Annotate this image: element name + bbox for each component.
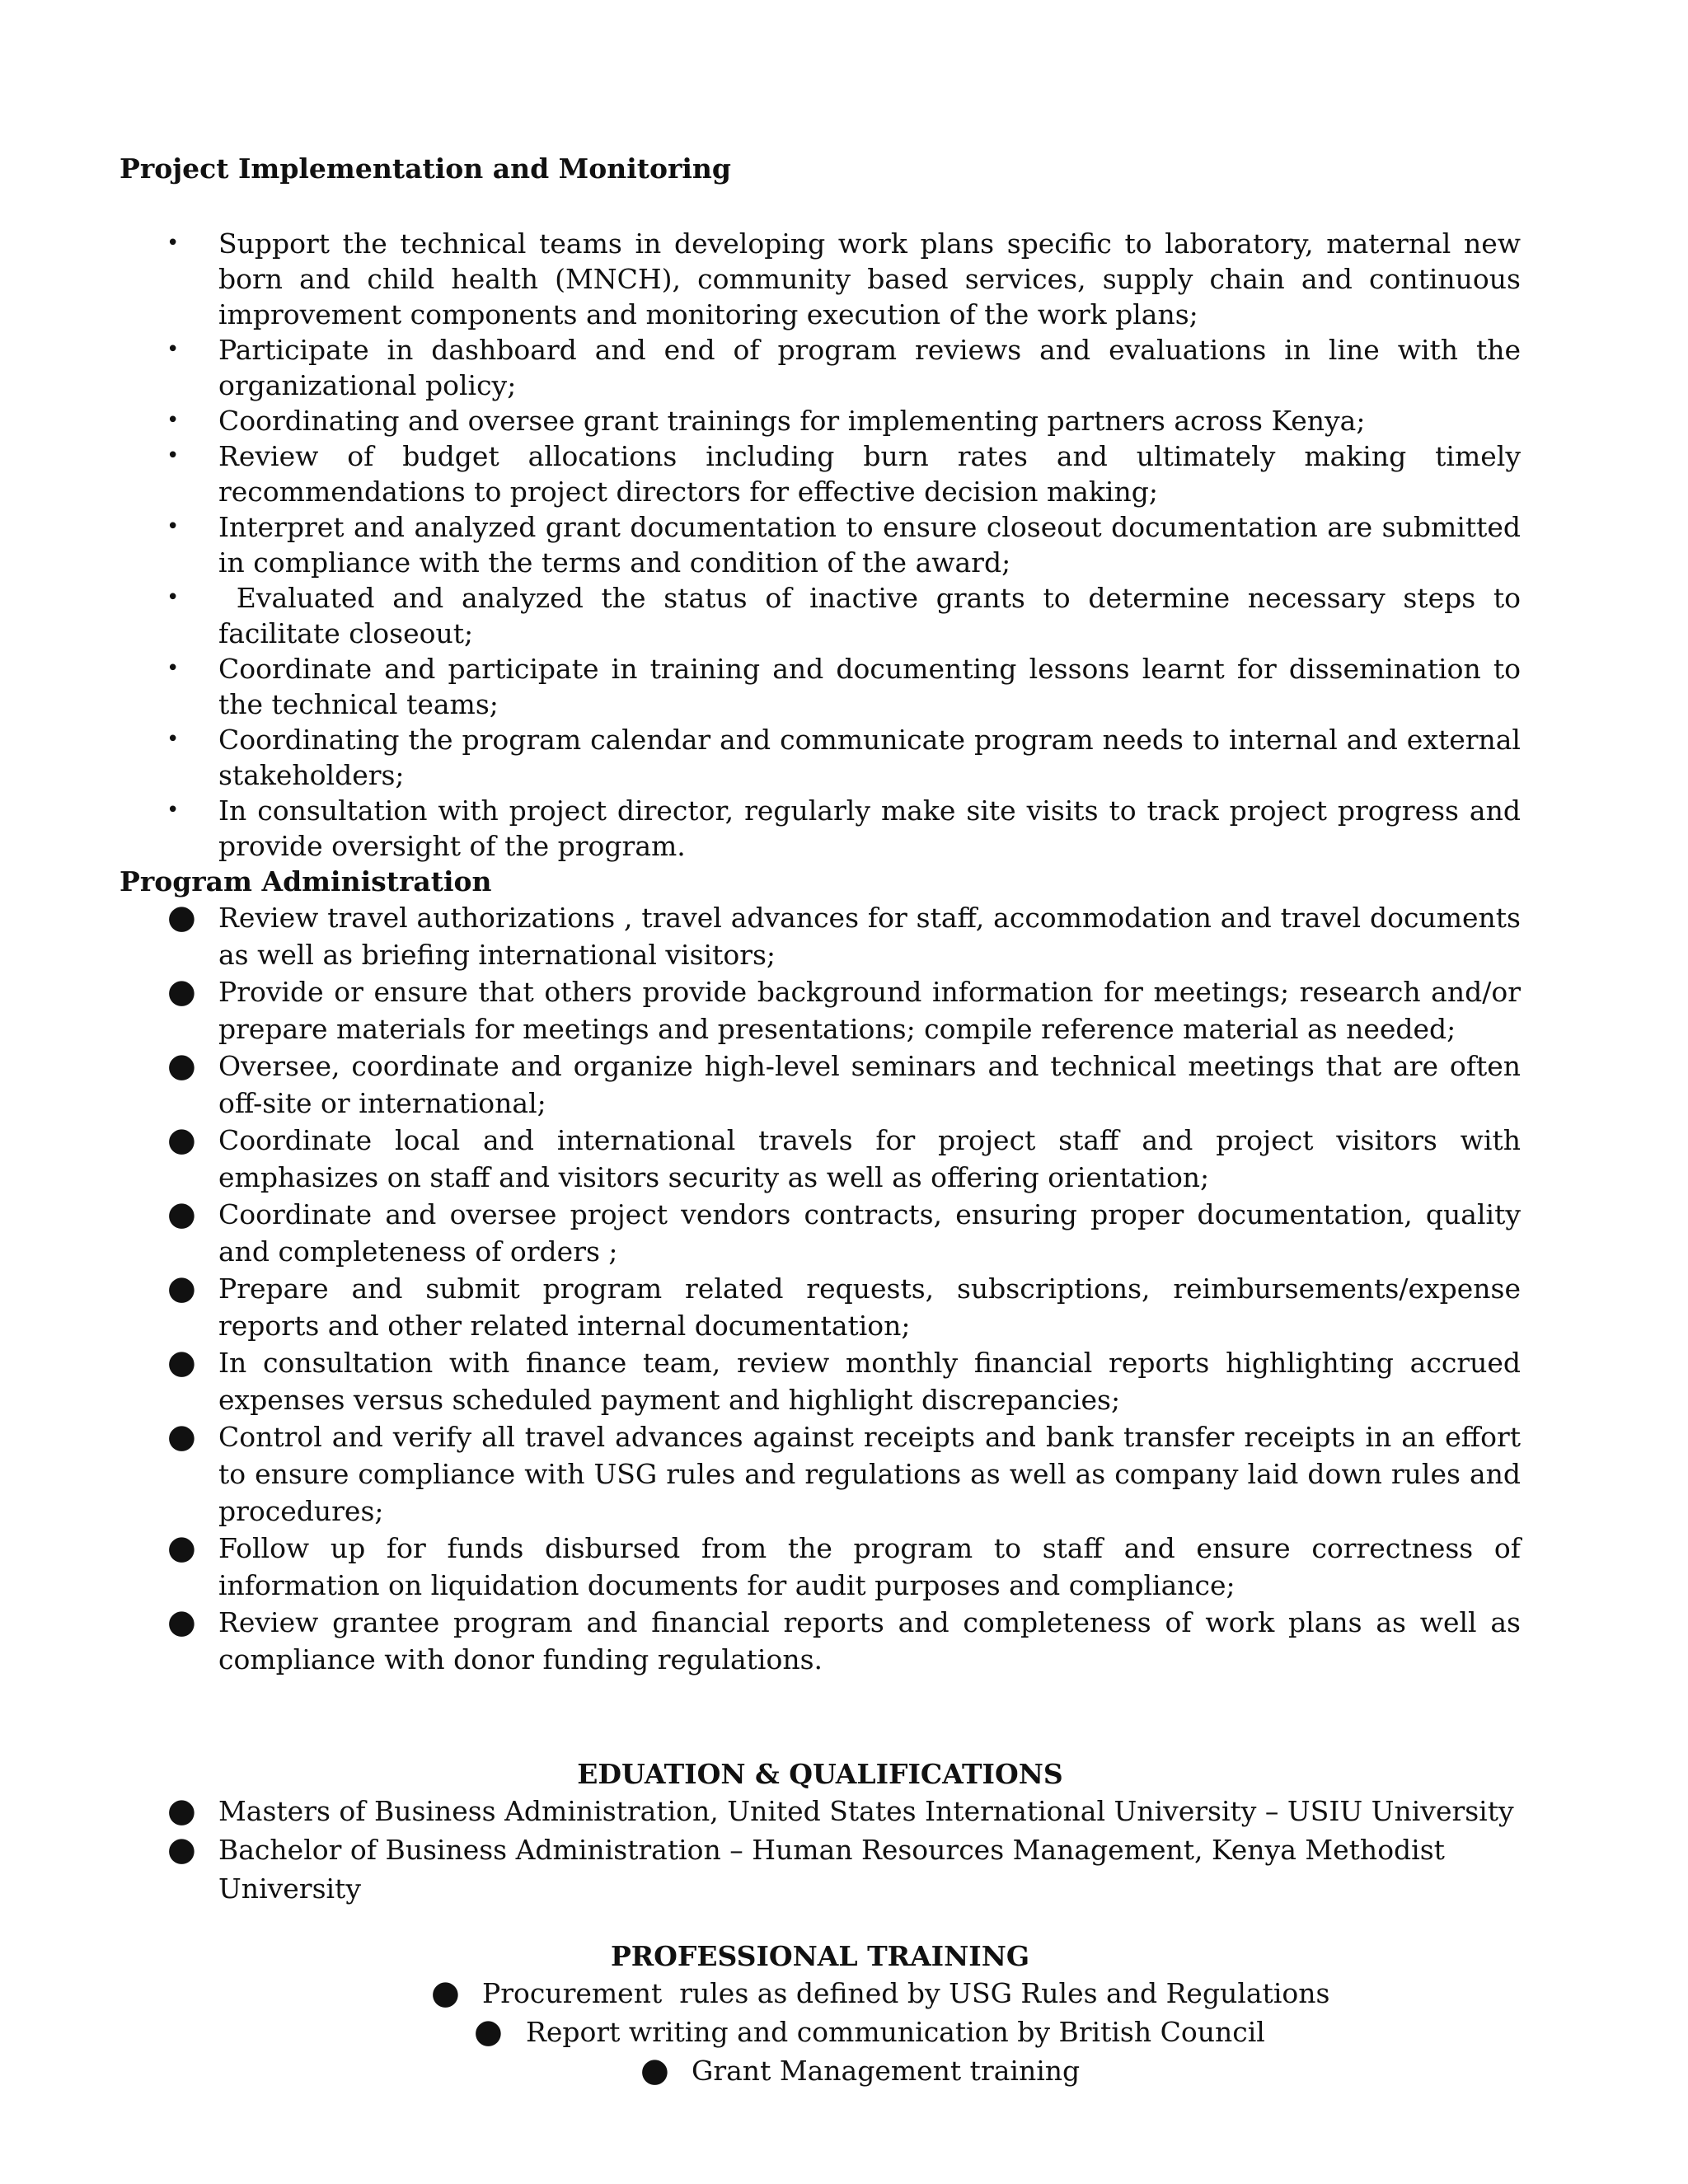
bullet-icon: ● [167, 1195, 196, 1233]
list-item [120, 651, 1521, 722]
bullet-icon: ● [167, 898, 196, 936]
list-item-text: Review grantee program and financial reports and completeness of work plans as well as compliance with donor funding regulations. [218, 1606, 1521, 1675]
bullet-icon: ● [167, 1047, 196, 1085]
bullet-icon: ● [640, 2051, 669, 2089]
list-item [120, 1418, 1521, 1530]
bullet-icon: • [166, 727, 180, 752]
list-item-text: Coordinate and oversee project vendors contracts, ensuring proper documentation, quality and completeness of orders ; [218, 1198, 1521, 1268]
list-item [120, 793, 1521, 864]
list-item [120, 1830, 1521, 1908]
list-item-text: Review of budget allocations including burn rates and ultimately making timely recommendations to project directors for effective decision making; [218, 440, 1521, 508]
list-item-text: Oversee, coordinate and organize high-level seminars and technical meetings that are often off-site or international; [218, 1050, 1521, 1119]
list-item-text: Control and verify all travel advances against receipts and bank transfer receipts in an effort to ensure compliance with USG rules and regulations as well as company laid down rules and procedures; [218, 1421, 1521, 1527]
bullet-icon: ● [167, 1603, 196, 1641]
list-item-text: Coordinating the program calendar and communicate program needs to internal and external stakeholders; [218, 724, 1521, 791]
list-item [120, 2013, 1521, 2051]
list-item-text: In consultation with finance team, review monthly financial reports highlighting accrued expenses versus scheduled payment and highlight discrepancies; [218, 1347, 1521, 1416]
list-item [120, 580, 1530, 651]
bullet-icon: ● [167, 972, 196, 1010]
list-item-text: Coordinate and participate in training and documenting lessons learnt for dissemination to the technical teams; [218, 653, 1521, 720]
list-item-text: Participate in dashboard and end of program reviews and evaluations in line with the organizational policy; [218, 334, 1521, 401]
list-item [120, 722, 1521, 793]
list-item [120, 973, 1521, 1047]
list-item [120, 438, 1521, 509]
bullet-icon: ● [431, 1974, 460, 2012]
bullet-icon: • [166, 443, 180, 468]
bullet-icon: ● [167, 1529, 196, 1567]
list-item [120, 332, 1521, 403]
list-item-text: Review travel authorizations , travel advances for staff, accommodation and travel documents as well as briefing international visitors; [218, 902, 1521, 971]
list-item-text: Grant Management training [692, 2055, 1081, 2087]
section-title-training: PROFESSIONAL TRAINING [610, 1940, 1030, 1972]
education-list [120, 1792, 1521, 1908]
list-item-text: Coordinate local and international travels for project staff and project visitors with emphasizes on staff and visitors security as well as offering orientation; [218, 1124, 1521, 1193]
list-item-text: Interpret and analyzed grant documentation to ensure closeout documentation are submitted in compliance with the terms and condition of the award; [218, 511, 1521, 579]
bullet-icon: • [166, 656, 180, 681]
bullet-icon: ● [167, 1830, 196, 1868]
list-item-text: Report writing and communication by British Council [526, 2016, 1265, 2048]
section-title-administration: Program Administration [120, 865, 492, 898]
list-item [120, 1122, 1521, 1196]
list-item [120, 509, 1521, 580]
bullet-icon: • [166, 514, 180, 539]
bullet-icon: ● [167, 1269, 196, 1307]
bullet-icon: ● [167, 1121, 196, 1159]
list-item [120, 1047, 1521, 1122]
section-title-implementation: Project Implementation and Monitoring [120, 152, 731, 185]
bullet-icon: • [166, 408, 180, 433]
list-item-text: Bachelor of Business Administration – Human Resources Management, Kenya Methodist University [218, 1834, 1445, 1905]
list-item [120, 226, 1521, 332]
bullet-icon: ● [167, 1343, 196, 1381]
bullet-icon: ● [167, 1418, 196, 1455]
list-item [120, 1344, 1521, 1418]
bullet-icon: ● [474, 2013, 503, 2050]
section-title-education: EDUATION & QUALIFICATIONS [577, 1758, 1063, 1790]
training-list [120, 1974, 1521, 2090]
administration-list [120, 899, 1521, 1678]
document-content [120, 151, 1530, 2090]
list-item-text: Evaluated and analyzed the status of inactive grants to determine necessary steps to facilitate closeout; [218, 582, 1530, 649]
list-item [120, 1974, 1521, 2013]
bullet-icon: • [166, 337, 180, 362]
bullet-icon: ● [167, 1792, 196, 1830]
list-item-text: Follow up for funds disbursed from the program to staff and ensure correctness of information on liquidation documents for audit purposes and compliance; [218, 1532, 1521, 1601]
list-item-text: Support the technical teams in developing work plans specific to laboratory, maternal new born and child health (MNCH), community based services, supply chain and continuous improvement components and monitoring execution of the work plans; [218, 227, 1521, 330]
list-item [120, 1792, 1521, 1830]
list-item [120, 1604, 1521, 1678]
implementation-list [120, 226, 1530, 864]
list-item [120, 1270, 1521, 1344]
list-item-text: Procurement rules as defined by USG Rules and Regulations [482, 1977, 1330, 2009]
bullet-icon: • [166, 231, 180, 255]
list-item [120, 2051, 1521, 2090]
list-item [120, 1196, 1521, 1270]
list-item-text: In consultation with project director, regularly make site visits to track project progress and provide oversight of the program. [218, 794, 1521, 862]
list-item [120, 899, 1521, 973]
list-item-text: Provide or ensure that others provide background information for meetings; research and/or prepare materials for meetings and presentations; compile reference material as needed; [218, 976, 1521, 1045]
bullet-icon: • [166, 798, 180, 823]
list-item-text: Coordinating and oversee grant trainings for implementing partners across Kenya; [218, 405, 1366, 437]
list-item-text: Masters of Business Administration, United States International University – USIU University [218, 1795, 1514, 1827]
bullet-icon: • [166, 585, 180, 610]
list-item [120, 403, 1521, 438]
list-item [120, 1530, 1521, 1604]
list-item-text: Prepare and submit program related requests, subscriptions, reimbursements/expense reports and other related internal documentation; [218, 1272, 1521, 1342]
